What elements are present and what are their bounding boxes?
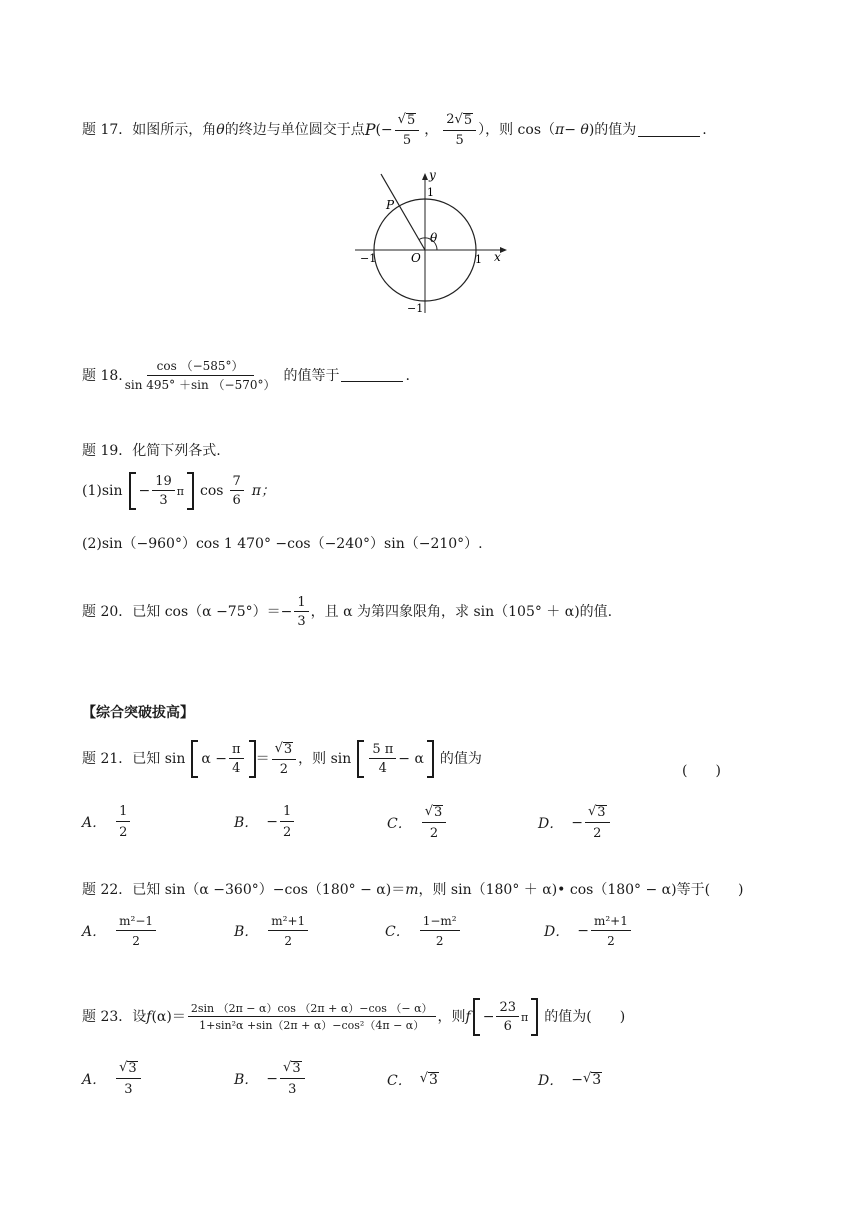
answer-blank xyxy=(341,369,403,382)
q21-option-c[interactable]: C． √ 3 2 xyxy=(387,804,448,841)
q23-fraction: $\frac{2\sin (2\pi - \alpha)\cos (2\pi + \alpha)-\cos (- \alpha)}{\text{1+sin²α +sin（2π + α）−cos²（4π − α）}}$ xyxy=(188,1003,436,1031)
bracket-expression: α − $\frac{\pi}{4}$ xyxy=(191,740,255,778)
question-19-title: 题 19．化简下列各式. xyxy=(82,443,221,459)
x-label: x xyxy=(494,250,501,264)
y-label: y xyxy=(429,168,436,182)
question-17: 题 17．如图所示，角 θ 的终边与单位圆交于点 P (− √ 5 5 ， 2 √ 5 5 ），则 cos（ π− θ )的值为 . xyxy=(82,112,707,149)
q23-option-c[interactable]: C． √ 3 xyxy=(387,1070,438,1089)
terminal-side xyxy=(381,174,425,250)
tick-neg-one-left: −1 xyxy=(360,252,377,265)
q22-option-b[interactable]: B． $\frac{\text{m²+1}}{2}$ xyxy=(234,914,310,948)
q21-option-d[interactable]: D． − √ 3 2 xyxy=(538,804,612,841)
q22-option-a[interactable]: A． $\frac{\text{m²−1}}{2}$ xyxy=(82,914,158,948)
q23-option-d[interactable]: D． − √ 3 xyxy=(538,1070,602,1089)
q22-option-d[interactable]: D． − $\frac{\text{m²+1}}{2}$ xyxy=(544,914,633,948)
q23-option-a[interactable]: A． √ 3 3 xyxy=(82,1060,143,1097)
point-x-fraction: √ 5 5 xyxy=(395,113,420,147)
question-19-part2: (2)sin（−960°）cos 1 470° −cos（−240°）sin（−210°）. xyxy=(82,536,483,552)
origin-label: O xyxy=(411,251,421,265)
question-21: 题 21．已知 sin α − $\frac{\pi}{4}$ ＝ √ 3 2 ，则 sin $\frac{5 \pi}{4}$ − α 的值为 xyxy=(82,740,482,778)
x-axis-arrow xyxy=(500,247,507,253)
q18-fraction: $\frac{\cos (-585^\circ)}{\sin 495^\circ +\sin (-570^\circ)}$ xyxy=(124,359,276,392)
bracket-expression: − $\frac{23}{6}$ π xyxy=(473,998,539,1036)
q23-option-b[interactable]: B． − √ 3 3 xyxy=(234,1060,307,1097)
theta-label: θ xyxy=(430,231,438,245)
tick-one-right: 1 xyxy=(475,253,482,266)
question-18: 题 18. $\frac{\cos (-585^\circ)}{\sin 495^\circ +\sin (-570^\circ)}$ 的值等于 . xyxy=(82,359,410,392)
q21-option-b[interactable]: B． − $\frac{1}{2}$ xyxy=(234,804,296,840)
bracket-expression: $\frac{5 \pi}{4}$ − α xyxy=(357,740,434,778)
tick-neg-one-bottom: −1 xyxy=(407,302,424,315)
point-p-label: P xyxy=(386,198,395,212)
point-y-fraction: 2 √ 5 5 xyxy=(443,113,476,147)
tick-one-top: 1 xyxy=(427,186,434,199)
question-23: 题 23．设 f (α)＝ $\frac{2\sin (2\pi - \alpha)\cos (2\pi + \alpha)-\cos (- \alpha)}{\text{1+sin²α +sin（2π + α）−cos²（4π − α）}}$ ，则 f − $\frac{23}{6}$ π 的值为( ) xyxy=(82,1000,626,1034)
bracket-expression: − $\frac{19}{3}$ π xyxy=(129,472,195,510)
section-title: 【综合突破拔高】 xyxy=(82,705,194,721)
answer-blank xyxy=(638,124,700,137)
question-22: 题 22．已知 sin（α −360°）−cos（180° − α)＝ m ，则 sin（180° ＋ α)• cos（180° − α)等于( ) xyxy=(82,882,744,898)
q21-option-a[interactable]: A． $\frac{1}{2}$ xyxy=(82,804,132,840)
q22-option-c[interactable]: C． $\frac{\text{1−m²}}{2}$ xyxy=(385,914,462,948)
answer-paren: ( ) xyxy=(682,763,721,779)
question-20: 题 20．已知 cos（α −75°）＝− $\frac{1}{3}$ ，且 α 为第四象限角，求 sin（105° ＋ α)的值. xyxy=(82,595,613,629)
unit-circle-figure xyxy=(350,168,510,318)
question-19-part1: (1)sin − $\frac{19}{3}$ π cos $\frac{7}{6}$ π； xyxy=(82,474,275,508)
y-axis-arrow xyxy=(422,173,428,180)
